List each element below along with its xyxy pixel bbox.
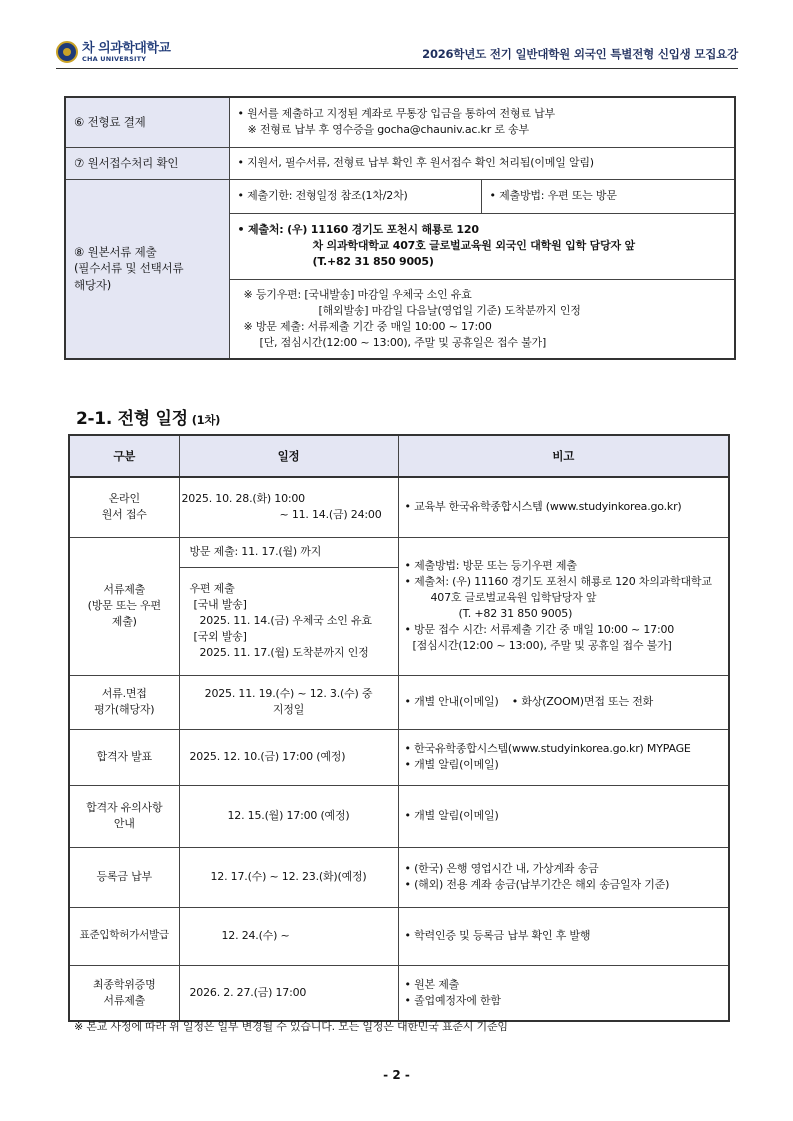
docs-label-1: ⑧ 원본서류 제출: [74, 244, 157, 259]
docs-address: [229, 213, 735, 279]
docs-note-1: ※ 등기우편: [국내발송] 마감일 우체국 소인 유효: [243, 287, 472, 301]
docs-note-2: [해외발송] 마감일 다음날(영업일 기준) 도착분까지 인정: [318, 303, 581, 317]
permit-category: 표준입학허가서발급: [69, 907, 179, 965]
schedule-change-note: ※ 본교 사정에 따라 위 일정은 일부 변경될 수 있습니다. 모든 일정은 대한민국 표준시 기준임: [74, 1020, 508, 1033]
interview-category: 서류.면접 평가(해당자): [69, 675, 179, 729]
docs-deadline: • 제출기한: 전형일정 참조(1차/2차): [229, 179, 481, 213]
docs-method: • 제출방법: 우편 또는 방문: [481, 179, 735, 213]
table-row: [65, 179, 735, 213]
docs-visit-date: 방문 제출: 11. 17.(월) 까지: [179, 537, 398, 567]
docs-address-3: (T.+82 31 850 9005): [312, 254, 434, 268]
docs-label: [65, 179, 229, 359]
permit-date: 12. 24.(수) ~: [179, 907, 398, 965]
table-row: [69, 537, 729, 567]
interview-note: • 개별 안내(이메일) • 화상(ZOOM)면접 또는 전화: [398, 675, 729, 729]
docs-note-3: ※ 방문 제출: 서류제출 기간 중 매일 10:00 ~ 17:00: [243, 319, 492, 333]
document-title: 2026학년도 전기 일반대학원 외국인 특별전형 신입생 모집요강: [422, 47, 738, 61]
header-remarks: 비고: [398, 435, 729, 477]
logo-english-name: CHA UNIVERSITY: [82, 54, 147, 63]
guide-category: 합격자 유의사항 안내: [69, 785, 179, 847]
confirm-content: [229, 147, 735, 179]
docs-label-2: (필수서류 및 선택서류: [74, 261, 184, 276]
page-number: - 2 -: [383, 1068, 410, 1082]
final-date: 2026. 2. 27.(금) 17:00: [179, 965, 398, 1021]
university-logo: [56, 38, 170, 66]
docs-notes: [229, 279, 735, 359]
table-row: [69, 965, 729, 1021]
table-row: [69, 729, 729, 785]
docs-category: 서류제출 (방문 또는 우편 제출): [69, 537, 179, 675]
docs-mail-date: 우편 제출 [국내 발송] 2025. 11. 14.(금) 우체국 소인 유효 [국외 발송] 2025. 11. 17.(월) 도착분까지 인정: [179, 567, 398, 675]
guide-note: • 개별 알림(이메일): [398, 785, 729, 847]
docs-address-2: 차 의과학대학교 407호 글로벌교육원 외국인 대학원 입학 담당자 앞: [312, 239, 635, 253]
confirm-line-1: • 지원서, 필수서류, 전형료 납부 확인 후 원서접수 확인 처리됨(이메일 알림): [238, 155, 727, 171]
guide-date: 12. 15.(월) 17:00 (예정): [179, 785, 398, 847]
section-subtitle: (1차): [191, 413, 221, 427]
table-row: [69, 907, 729, 965]
docs-notes-schedule: • 제출방법: 방문 또는 등기우편 제출 • 제출처: (우) 11160 경기도 포천시 해룡로 120 차의과학대학교 407호 글로벌교육원 입학담당자 앞 (T. +82 31 850 9005) • 방문 접수 시간: 서류제출 기간 중 매일 10:00 ~ 17:00 [점심시간(12:00 ~ 13:00), 주말 및 공휴일 접수 불가]: [398, 537, 729, 675]
interview-date: 2025. 11. 19.(수) ~ 12. 3.(수) 중 지정일: [179, 675, 398, 729]
tuition-note: • (한국) 은행 영업시간 내, 가상계좌 송금 • (해외) 전용 계좌 송금(납부기간은 해외 송금일자 기준): [398, 847, 729, 907]
docs-label-3: 해당자): [74, 278, 112, 293]
table-row: [69, 477, 729, 537]
online-category: 온라인 원서 접수: [69, 477, 179, 537]
section-title: 2-1. 전형 일정 (1차): [76, 409, 221, 429]
table-header-row: [69, 435, 729, 477]
university-seal-icon: [56, 41, 78, 63]
final-note: • 원본 제출 • 졸업예정자에 한함: [398, 965, 729, 1021]
announce-category: 합격자 발표: [69, 729, 179, 785]
logo-korean-name: 차 의과학대학교: [82, 40, 171, 56]
table-row: [65, 97, 735, 147]
header-schedule: 일정: [179, 435, 398, 477]
docs-address-1: • 제출처: (우) 11160 경기도 포천시 해룡로 120: [238, 222, 727, 238]
page-header: [56, 38, 738, 68]
table-row: [69, 847, 729, 907]
docs-note-4: [단, 점심시간(12:00 ~ 13:00), 주말 및 공휴일은 접수 불가]: [259, 335, 547, 349]
announce-note: • 한국유학종합시스템(www.studyinkorea.go.kr) MYPAGE • 개별 알림(이메일): [398, 729, 729, 785]
permit-note: • 학력인증 및 등록금 납부 확인 후 발행: [398, 907, 729, 965]
confirm-label: ⑦ 원서접수처리 확인: [65, 147, 229, 179]
announce-date: 2025. 12. 10.(금) 17:00 (예정): [179, 729, 398, 785]
schedule-table: [68, 434, 730, 1022]
tuition-date: 12. 17.(수) ~ 12. 23.(화)(예정): [179, 847, 398, 907]
final-category: 최종학위증명 서류제출: [69, 965, 179, 1021]
fee-line-1: • 원서를 제출하고 지정된 계좌로 무통장 입금을 통하여 전형료 납부: [238, 106, 727, 122]
table-row: [69, 785, 729, 847]
header-category: 구분: [69, 435, 179, 477]
fee-content: [229, 97, 735, 147]
table-row: [69, 675, 729, 729]
header-divider: [56, 68, 738, 69]
tuition-category: 등록금 납부: [69, 847, 179, 907]
online-date: 2025. 10. 28.(화) 10:00 ~ 11. 14.(금) 24:00: [179, 477, 398, 537]
fee-line-2: ※ 전형료 납부 후 영수증을 gocha@chauniv.ac.kr 로 송부: [247, 123, 529, 137]
fee-label: ⑥ 전형료 결제: [65, 97, 229, 147]
table-row: [65, 147, 735, 179]
online-note: • 교육부 한국유학종합시스템 (www.studyinkorea.go.kr): [398, 477, 729, 537]
application-steps-table: [64, 96, 736, 360]
